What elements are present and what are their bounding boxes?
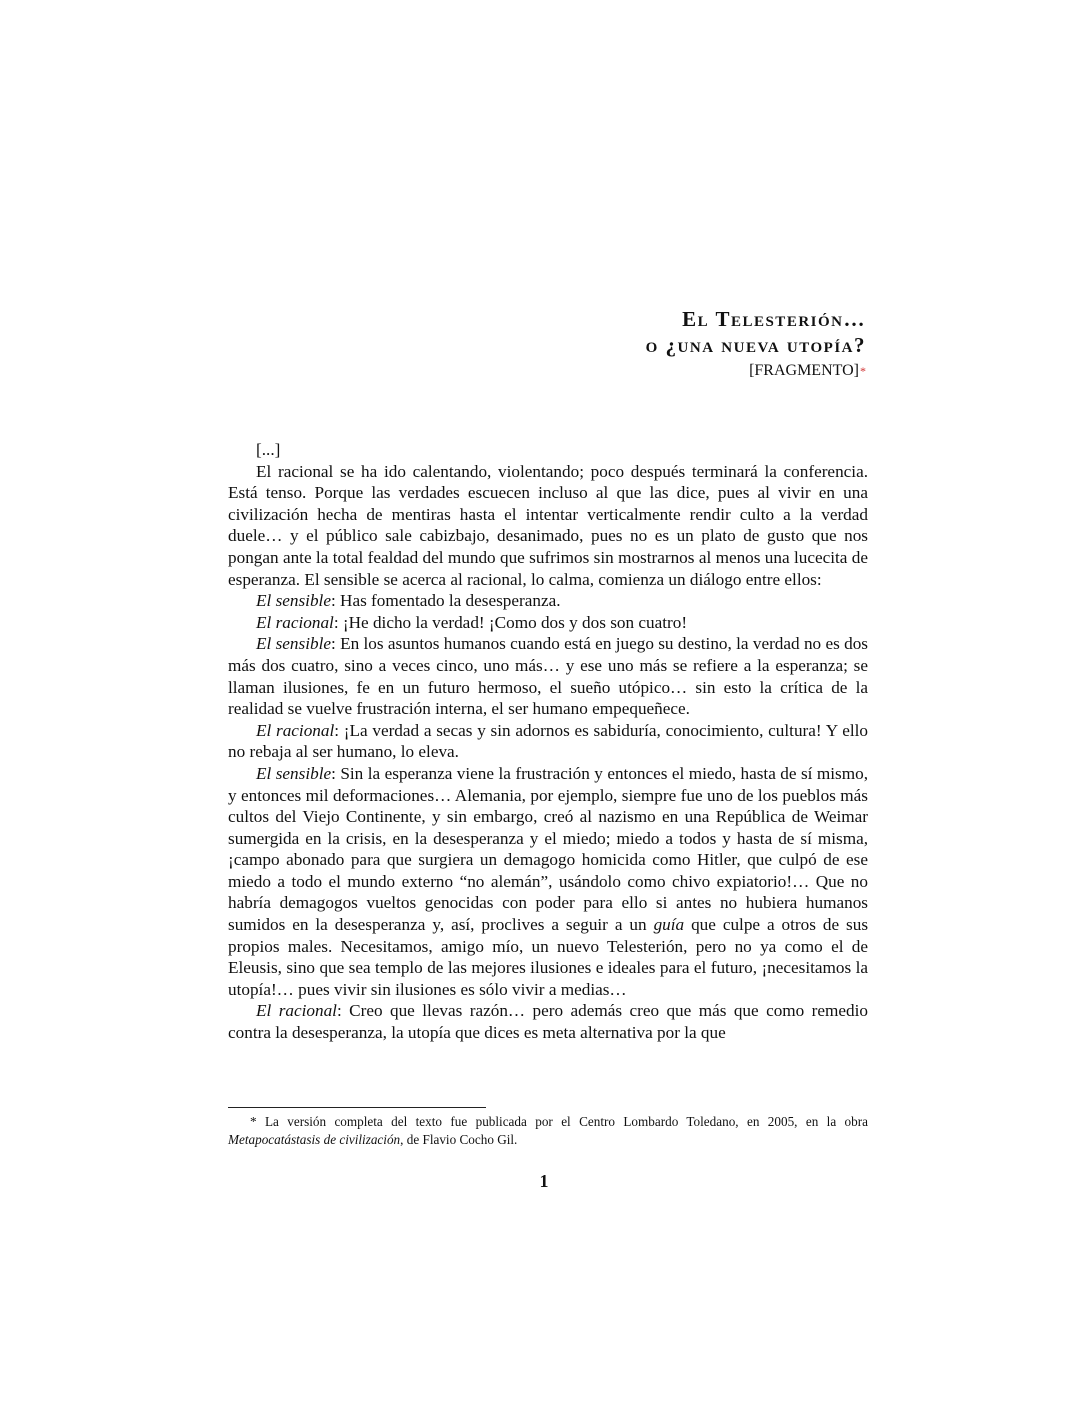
dialogue-line [228, 590, 868, 612]
dialogue-text: : En los asuntos humanos cuando está en juego su destino, la verdad no es dos más dos cuatro, sino a veces cinco, uno más… y ese uno más se refiere a la esperanza; se llaman ilusiones, fe en un futuro hermoso, el sueño utópico… sin esto la crítica de la realidad se vuelve frustración interna, el ser humano empequeñece. [228, 634, 868, 719]
dialogue-text: que culpe a otros de sus propios males. Necesitamos, amigo mío, un nuevo Telesterión, pero no ya como el de Eleusis, sino que sea templo de las mejores ilusiones e ideales para el futuro, ¡necesitamos la utopía!… pues vivir sin ilusiones es sólo vivir a medias… [228, 915, 869, 999]
dialogue-line [228, 612, 868, 634]
speaker-name: El sensible [256, 591, 331, 611]
speaker-name: El racional [256, 1001, 337, 1021]
subtitle-text: [FRAGMENTO] [749, 362, 859, 379]
dialogue-text: : Has fomentado la desesperanza. [330, 591, 561, 611]
footnote-reference[interactable]: * [860, 364, 866, 378]
dialogue-line [228, 720, 868, 763]
dialogue-line [228, 763, 868, 1001]
dialogue-line [228, 633, 868, 719]
chapter-title-line-2: o ¿una nueva utopía? [645, 333, 866, 357]
footnote-work-title: Metapocatástasis de civilización [228, 1131, 401, 1147]
dialogue-line [228, 1000, 868, 1043]
footnote-marker: * [250, 1114, 257, 1129]
body-text [228, 439, 868, 1044]
footnote-text: La versión completa del texto fue publicada por el Centro Lombardo Toledano, en 2005, en la obra [256, 1114, 868, 1129]
speaker-name: El sensible [256, 763, 332, 783]
paragraph-intro: El racional se ha ido calentando, violentando; poco después terminará la conferencia. Está tenso. Porque las verdades escuecen incluso al que las dice, pues al vivir en una civilización hecha de mentiras hasta el intentar verticalmente rendir culto a la verdad duele… y el público sale cabizbajo, desanimado, pues no es un plato de gusto que nos pongan ante la total fealdad del mundo que sufrimos sin mostrarnos al menos una lucecita de esperanza. El sensible se acerca al racional, lo calma, comienza un diálogo entre ellos: [228, 461, 868, 589]
chapter-title-line-1: El Telesterión… [682, 307, 866, 331]
title-block [646, 306, 866, 382]
paragraph-ellipsis: [...] [256, 440, 281, 459]
footnote-rule [228, 1107, 486, 1108]
dialogue-text: : ¡La verdad a secas y sin adornos es sabiduría, conocimiento, cultura! Y ello no rebaja al ser humano, lo eleva. [228, 720, 868, 762]
emphasis-word: guía [653, 915, 685, 935]
dialogue-text: : ¡He dicho la verdad! ¡Como dos y dos son cuatro! [333, 612, 688, 632]
footnote-text: , de Flavio Cocho Gil. [400, 1131, 518, 1147]
dialogue-text: : Creo que llevas razón… pero además creo que más que como remedio contra la desesperanza, la utopía que dices es meta alternativa por la que [228, 1001, 868, 1043]
speaker-name: El sensible [256, 634, 331, 654]
footnote [228, 1113, 868, 1148]
speaker-name: El racional [256, 612, 334, 632]
dialogue-text: : Sin la esperanza viene la frustración y entonces el miedo, hasta de sí mismo, y entonces mil deformaciones… Alemania, por ejemplo, siempre fue uno de los pueblos más cultos del Viejo Continente, y sin embargo, creó al nazismo en una República de Weimar sumergida en la crisis, en la desesperanza y el miedo; miedo a todos y hasta de sí misma, ¡campo abonado para que surgiera un demagogo homicida como Hitler, que culpó de ese miedo a todo el mundo externo “no alemán”, usándolo como chivo expiatorio!… Que no habría demagogos vueltos genocidas con poder para ello si antes no hubiera humanos sumidos en la desesperanza y, así, proclives a seguir a un [228, 763, 868, 935]
chapter-subtitle [646, 360, 866, 382]
speaker-name: El racional [256, 720, 335, 740]
page-number: 1 [539, 1171, 549, 1191]
